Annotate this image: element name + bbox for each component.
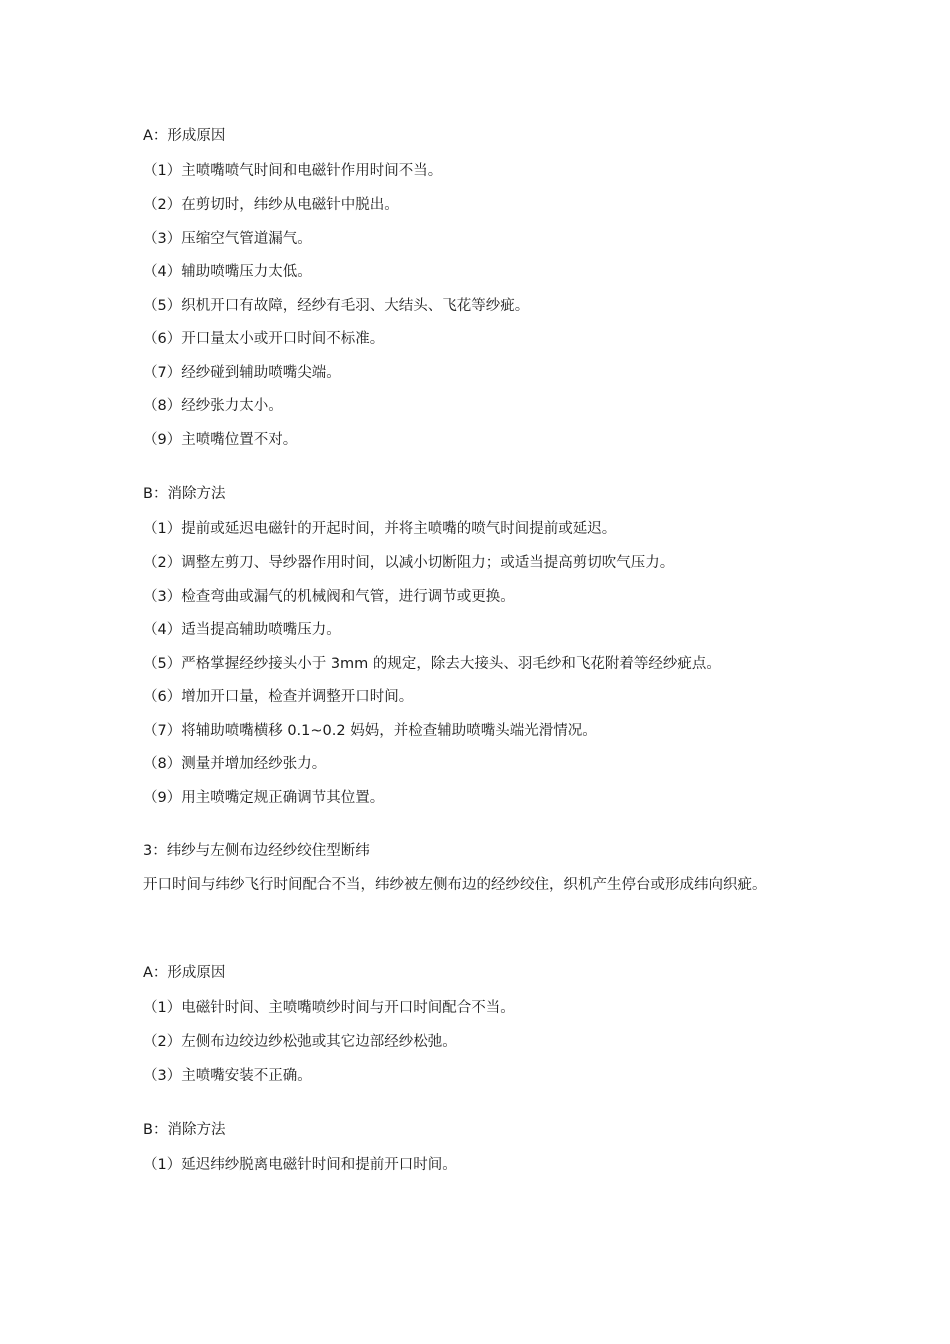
cause-item: （5）织机开口有故障，经纱有毛羽、大结头、飞花等纱疵。 xyxy=(143,298,530,314)
method-item: （9）用主喷嘴定规正确调节其位置。 xyxy=(143,790,385,806)
section-description: 开口时间与纬纱飞行时间配合不当，纬纱被左侧布边的经纱绞住，织机产生停台或形成纬向织疵。 xyxy=(143,877,767,893)
method-item: （4）适当提高辅助喷嘴压力。 xyxy=(143,622,341,638)
method-item: （7）将辅助喷嘴横移 0.1~0.2 妈妈，并检查辅助喷嘴头端光滑情况。 xyxy=(143,723,597,739)
method-item: （1）延迟纬纱脱离电磁针时间和提前开口时间。 xyxy=(143,1157,457,1173)
cause-item: （2）在剪切时，纬纱从电磁针中脱出。 xyxy=(143,197,399,213)
method-item: （6）增加开口量，检查并调整开口时间。 xyxy=(143,689,414,705)
method-item: （1）提前或延迟电磁针的开起时间，并将主喷嘴的喷气时间提前或延迟。 xyxy=(143,521,617,537)
method-item: （3）检查弯曲或漏气的机械阀和气管，进行调节或更换。 xyxy=(143,589,515,605)
cause-item: （2）左侧布边绞边纱松弛或其它边部经纱松弛。 xyxy=(143,1034,457,1050)
cause-item: （9）主喷嘴位置不对。 xyxy=(143,432,298,448)
cause-item: （7）经纱碰到辅助喷嘴尖端。 xyxy=(143,365,341,381)
cause-heading: A：形成原因 xyxy=(143,128,226,144)
cause-item: （1）主喷嘴喷气时间和电磁针作用时间不当。 xyxy=(143,163,443,179)
method-item: （8）测量并增加经纱张力。 xyxy=(143,756,327,772)
cause-item: （3）压缩空气管道漏气。 xyxy=(143,231,312,247)
method-heading: B：消除方法 xyxy=(143,1122,226,1138)
cause-item: （4）辅助喷嘴压力太低。 xyxy=(143,264,312,280)
cause-item: （8）经纱张力太小。 xyxy=(143,398,283,414)
cause-item: （6）开口量太小或开口时间不标准。 xyxy=(143,331,385,347)
section-title: 3：纬纱与左侧布边经纱绞住型断纬 xyxy=(143,843,370,859)
cause-item: （1）电磁针时间、主喷嘴喷纱时间与开口时间配合不当。 xyxy=(143,1000,515,1016)
method-item: （5）严格掌握经纱接头小于 3mm 的规定，除去大接头、羽毛纱和飞花附着等经纱疵点。 xyxy=(143,656,721,672)
cause-heading: A：形成原因 xyxy=(143,965,226,981)
cause-item: （3）主喷嘴安装不正确。 xyxy=(143,1068,312,1084)
method-item: （2）调整左剪刀、导纱器作用时间，以减小切断阻力；或适当提高剪切吹气压力。 xyxy=(143,555,675,571)
method-heading: B：消除方法 xyxy=(143,486,226,502)
